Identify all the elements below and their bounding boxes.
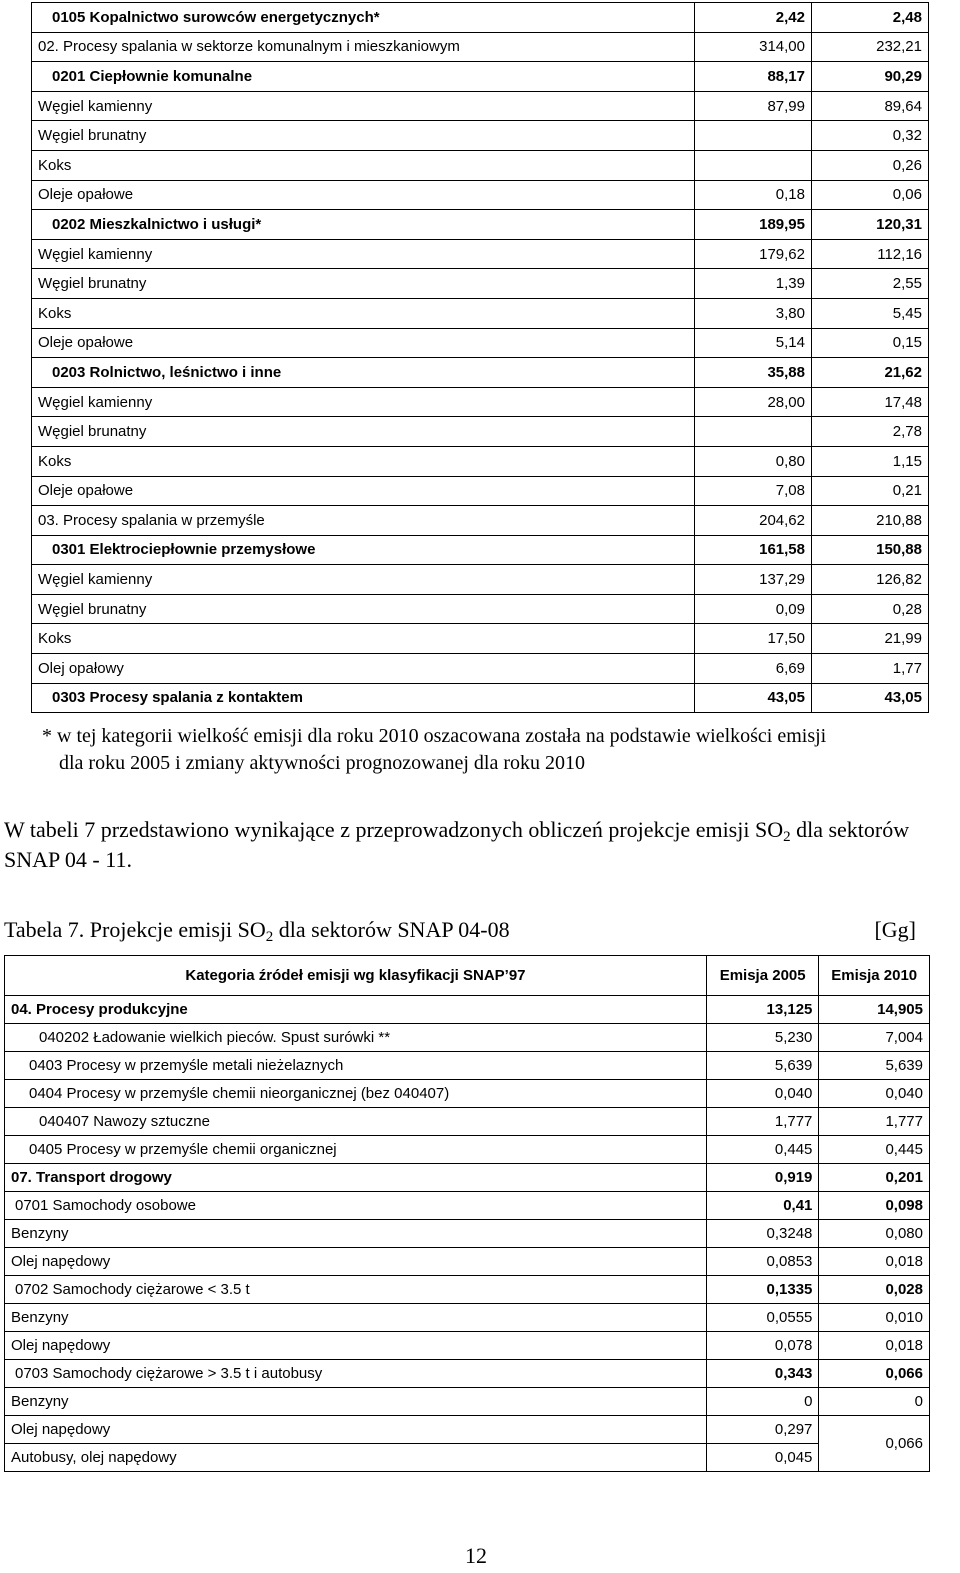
table-row (5, 1444, 930, 1472)
table-row (5, 1052, 930, 1080)
value-2005: 314,00 (695, 32, 812, 62)
value-2010: 0,15 (812, 328, 929, 358)
value-2005: 0,343 (706, 1360, 819, 1388)
value-2010: 0 (819, 1388, 930, 1416)
row-label: 0701 Samochody osobowe (5, 1192, 707, 1220)
table-row (32, 3, 929, 33)
value-2005: 17,50 (695, 624, 812, 654)
value-2005: 7,08 (695, 476, 812, 506)
value-2005: 0,045 (706, 1444, 819, 1472)
value-2005: 5,639 (706, 1052, 819, 1080)
row-label: 0303 Procesy spalania z kontaktem (32, 683, 695, 713)
value-2010: 5,639 (819, 1052, 930, 1080)
value-2010: 232,21 (812, 32, 929, 62)
value-2005: 13,125 (706, 996, 819, 1024)
row-label: 0403 Procesy w przemyśle metali nieżelaznych (5, 1052, 707, 1080)
row-label: 0702 Samochody ciężarowe < 3.5 t (5, 1276, 707, 1304)
row-label: Węgiel kamienny (32, 565, 695, 595)
row-label: 040202 Ładowanie wielkich pieców. Spust surówki ** (5, 1024, 707, 1052)
table-row (5, 1080, 930, 1108)
table-row (32, 210, 929, 240)
paragraph-text-end: dla sektorów SNAP 04 - 11. (4, 817, 910, 872)
value-2010: 0,06 (812, 180, 929, 210)
table-row (32, 506, 929, 536)
value-2010: 0,28 (812, 594, 929, 624)
table-row (32, 328, 929, 358)
value-2010: 0,028 (819, 1276, 930, 1304)
value-2005: 0,41 (706, 1192, 819, 1220)
value-2010: 0,098 (819, 1192, 930, 1220)
table-row (32, 180, 929, 210)
value-2005 (695, 121, 812, 151)
value-2010: 0,040 (819, 1080, 930, 1108)
value-2010: 43,05 (812, 683, 929, 713)
value-2005: 0,80 (695, 446, 812, 476)
table-row (5, 1332, 930, 1360)
row-label: 0405 Procesy w przemyśle chemii organicznej (5, 1136, 707, 1164)
row-label: 0105 Kopalnictwo surowców energetycznych* (32, 3, 695, 33)
header-category: Kategoria źródeł emisji wg klasyfikacji SNAP’97 (5, 956, 707, 996)
footnote-line-2: dla roku 2005 i zmiany aktywności prognozowanej dla roku 2010 (59, 752, 585, 774)
value-2005 (695, 150, 812, 180)
value-2010: 0,018 (819, 1332, 930, 1360)
table-row (5, 1108, 930, 1136)
value-2005: 2,42 (695, 3, 812, 33)
table-row (32, 417, 929, 447)
value-2005: 87,99 (695, 91, 812, 121)
caption-text-end: dla sektorów SNAP 04-08 (273, 917, 510, 942)
row-label: 0404 Procesy w przemyśle chemii nieorganicznej (bez 040407) (5, 1080, 707, 1108)
row-label: 07. Transport drogowy (5, 1164, 707, 1192)
header-emission-2005: Emisja 2005 (706, 956, 819, 996)
value-2010: 0,32 (812, 121, 929, 151)
table-row (32, 446, 929, 476)
value-2005: 0,0555 (706, 1304, 819, 1332)
row-label: Olej napędowy (5, 1332, 707, 1360)
table-row (32, 683, 929, 713)
value-2005: 137,29 (695, 565, 812, 595)
value-2005: 88,17 (695, 62, 812, 92)
value-2005: 0,297 (706, 1416, 819, 1444)
value-2005: 0,445 (706, 1136, 819, 1164)
table-row (32, 239, 929, 269)
value-2010: 0,26 (812, 150, 929, 180)
row-label: Węgiel brunatny (32, 417, 695, 447)
row-label: Oleje opałowe (32, 328, 695, 358)
value-2005: 189,95 (695, 210, 812, 240)
value-2005 (695, 417, 812, 447)
row-label: 03. Procesy spalania w przemyśle (32, 506, 695, 536)
row-label: Benzyny (5, 1388, 707, 1416)
caption-subscript: 2 (265, 929, 274, 945)
value-2010: 120,31 (812, 210, 929, 240)
value-2005: 0,919 (706, 1164, 819, 1192)
table-row (32, 358, 929, 388)
emissions-table-continued (31, 2, 929, 713)
value-2005: 28,00 (695, 387, 812, 417)
row-label: Węgiel kamienny (32, 91, 695, 121)
value-2010: 2,48 (812, 3, 929, 33)
table-7-so2-projections (4, 955, 930, 1472)
table-row (5, 1164, 930, 1192)
row-label: 0202 Mieszkalnictwo i usługi* (32, 210, 695, 240)
table-row (32, 32, 929, 62)
body-paragraph (4, 815, 954, 875)
value-2005: 1,777 (706, 1108, 819, 1136)
caption-text: Tabela 7. Projekcje emisji SO (4, 917, 266, 942)
row-label: Węgiel brunatny (32, 269, 695, 299)
table-row (32, 624, 929, 654)
footnote (42, 723, 826, 777)
row-label: Benzyny (5, 1304, 707, 1332)
value-2005: 5,14 (695, 328, 812, 358)
table-header-row (5, 956, 930, 996)
table-row (5, 1276, 930, 1304)
value-2010: 14,905 (819, 996, 930, 1024)
value-2005: 204,62 (695, 506, 812, 536)
value-2005: 0,0853 (706, 1248, 819, 1276)
table-row (5, 1416, 930, 1444)
table-row (5, 1388, 930, 1416)
value-2010: 2,78 (812, 417, 929, 447)
paragraph-text: W tabeli 7 przedstawiono wynikające z przeprowadzonych obliczeń projekcje emisji SO (4, 817, 784, 842)
table-row (5, 1136, 930, 1164)
row-label: Olej opałowy (32, 654, 695, 684)
row-label: 0203 Rolnictwo, leśnictwo i inne (32, 358, 695, 388)
value-2010: 1,15 (812, 446, 929, 476)
table-row (32, 654, 929, 684)
value-2005: 0,078 (706, 1332, 819, 1360)
value-2010: 0,445 (819, 1136, 930, 1164)
value-2005: 43,05 (695, 683, 812, 713)
value-2010: 0,010 (819, 1304, 930, 1332)
row-label: 0703 Samochody ciężarowe > 3.5 t i autobusy (5, 1360, 707, 1388)
value-2010: 112,16 (812, 239, 929, 269)
row-label: 0301 Elektrociepłownie przemysłowe (32, 535, 695, 565)
value-2005: 161,58 (695, 535, 812, 565)
table-row (5, 1024, 930, 1052)
value-2010: 7,004 (819, 1024, 930, 1052)
row-label: Węgiel brunatny (32, 594, 695, 624)
value-2005: 1,39 (695, 269, 812, 299)
row-label: Autobusy, olej napędowy (5, 1444, 707, 1472)
value-2010: 126,82 (812, 565, 929, 595)
value-2010: 0,201 (819, 1164, 930, 1192)
row-label: Węgiel kamienny (32, 387, 695, 417)
table-row (32, 121, 929, 151)
row-label: Oleje opałowe (32, 476, 695, 506)
table-row (32, 91, 929, 121)
row-label: Olej napędowy (5, 1416, 707, 1444)
table-row (32, 387, 929, 417)
row-label: 04. Procesy produkcyjne (5, 996, 707, 1024)
table-row (5, 1192, 930, 1220)
value-2010: 150,88 (812, 535, 929, 565)
footnote-line-1: * w tej kategorii wielkość emisji dla roku 2010 oszacowana została na podstawie wielkości emisji (42, 725, 827, 747)
row-label: Koks (32, 624, 695, 654)
paragraph-subscript: 2 (783, 829, 791, 845)
row-label: Węgiel brunatny (32, 121, 695, 151)
table-row (5, 1220, 930, 1248)
value-2010: 0,080 (819, 1220, 930, 1248)
row-label: Olej napędowy (5, 1248, 707, 1276)
row-label: 040407 Nawozy sztuczne (5, 1108, 707, 1136)
table-row (32, 62, 929, 92)
page-number: 12 (465, 1543, 487, 1568)
value-2005: 0,3248 (706, 1220, 819, 1248)
value-2010: 2,55 (812, 269, 929, 299)
table-row (32, 269, 929, 299)
row-label: Węgiel kamienny (32, 239, 695, 269)
value-2010: 210,88 (812, 506, 929, 536)
table-row (5, 1360, 930, 1388)
value-2010: 1,77 (812, 654, 929, 684)
table-row (32, 298, 929, 328)
value-2005: 3,80 (695, 298, 812, 328)
table-row (5, 1304, 930, 1332)
value-2005: 35,88 (695, 358, 812, 388)
table-row (32, 565, 929, 595)
table-row (32, 476, 929, 506)
value-2010: 5,45 (812, 298, 929, 328)
value-2010: 0,21 (812, 476, 929, 506)
value-2005: 5,230 (706, 1024, 819, 1052)
caption-unit: [Gg] (874, 917, 916, 942)
row-label: Oleje opałowe (32, 180, 695, 210)
row-label: 0201 Ciepłownie komunalne (32, 62, 695, 92)
value-2005: 179,62 (695, 239, 812, 269)
table-row (32, 150, 929, 180)
row-label: 02. Procesy spalania w sektorze komunalnym i mieszkaniowym (32, 32, 695, 62)
value-2010: 21,62 (812, 358, 929, 388)
row-label: Koks (32, 446, 695, 476)
value-2010: 0,066 (819, 1360, 930, 1388)
value-2005: 6,69 (695, 654, 812, 684)
table-row (5, 996, 930, 1024)
value-2010: 1,777 (819, 1108, 930, 1136)
row-label: Koks (32, 298, 695, 328)
value-2005: 0,1335 (706, 1276, 819, 1304)
table-row (32, 594, 929, 624)
row-label: Benzyny (5, 1220, 707, 1248)
value-2005: 0,18 (695, 180, 812, 210)
row-label: Koks (32, 150, 695, 180)
value-2010: 17,48 (812, 387, 929, 417)
table-row (32, 535, 929, 565)
value-2010: 0,018 (819, 1248, 930, 1276)
value-2010-merged: 0,066 (819, 1416, 930, 1472)
value-2005: 0 (706, 1388, 819, 1416)
value-2010: 90,29 (812, 62, 929, 92)
table-caption (4, 917, 916, 943)
table-row (5, 1248, 930, 1276)
value-2005: 0,09 (695, 594, 812, 624)
value-2005: 0,040 (706, 1080, 819, 1108)
value-2010: 89,64 (812, 91, 929, 121)
header-emission-2010: Emisja 2010 (819, 956, 930, 996)
value-2010: 21,99 (812, 624, 929, 654)
